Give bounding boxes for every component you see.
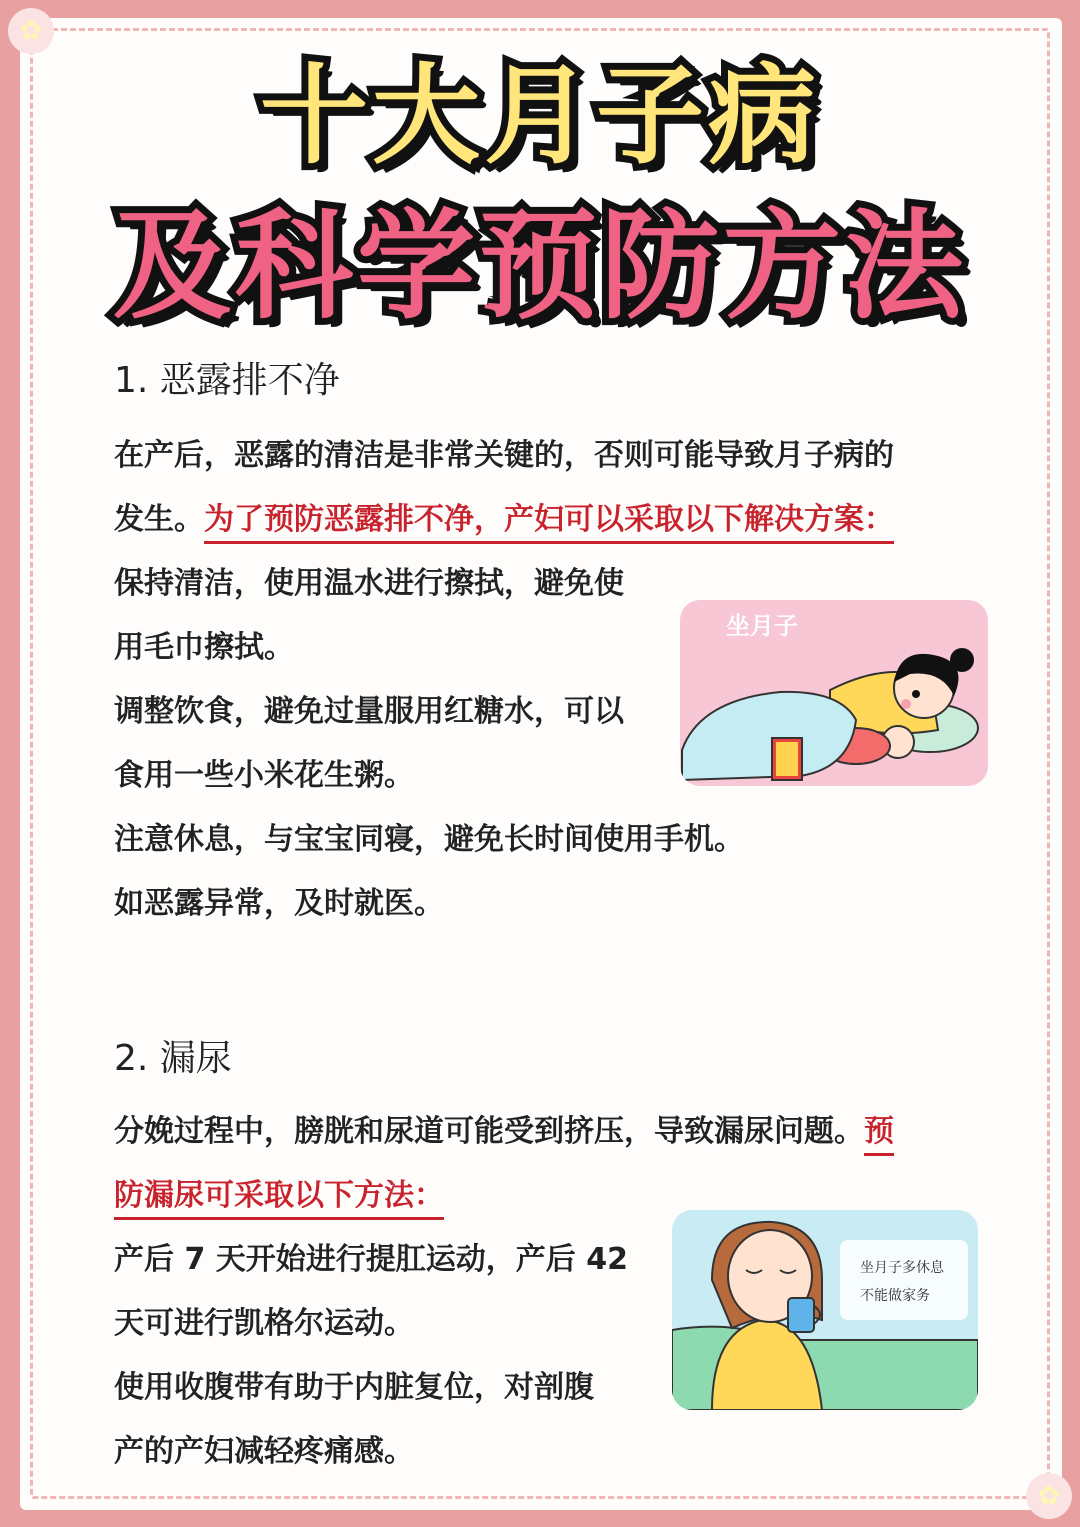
- section1-list-a: [114, 552, 674, 808]
- section2-intro: [114, 1100, 994, 1228]
- illustration-caption-1: 坐月子多休息: [860, 1260, 944, 1276]
- section2-highlight-b: 防漏尿可采取以下方法：: [114, 1178, 444, 1220]
- postpartum-illustration: [680, 600, 988, 786]
- section2-intro-text: 分娩过程中，膀胱和尿道可能受到挤压，导致漏尿问题。: [114, 1114, 864, 1149]
- illustration-caption-2: 不能做家务: [860, 1288, 930, 1304]
- section1-intro-text: 发生。: [114, 502, 204, 537]
- section1-heading: 1. 恶露排不净: [114, 360, 340, 401]
- list-item: 注意休息，与宝宝同寝，避免长时间使用手机。: [114, 822, 744, 857]
- section1-list-b: [114, 808, 994, 936]
- list-item: 如恶露异常，及时就医。: [114, 886, 444, 921]
- page-title-line1: 十大月子病: [259, 54, 820, 179]
- page-title-line2: 及科学预防方法: [112, 197, 967, 335]
- section2-intro-line: [114, 1100, 994, 1164]
- list-item: 保持清洁，使用温水进行擦拭，避免使: [114, 566, 624, 601]
- flower-icon: ✿: [1026, 1473, 1072, 1519]
- section2-heading: 2. 漏尿: [114, 1038, 232, 1079]
- list-item: 天可进行凯格尔运动。: [114, 1306, 414, 1341]
- section1-intro-line: 在产后，恶露的清洁是非常关键的，否则可能导致月子病的: [114, 438, 894, 473]
- list-item: 产后 7 天开始进行提肛运动，产后 42: [114, 1242, 628, 1277]
- list-item: 产的产妇减轻疼痛感。: [114, 1434, 414, 1469]
- list-item: 使用收腹带有助于内脏复位，对剖腹: [114, 1370, 594, 1405]
- section1-highlight: 为了预防恶露排不净，产妇可以采取以下解决方案：: [204, 502, 894, 544]
- section1-intro: [114, 424, 994, 552]
- list-item: 调整饮食，避免过量服用红糖水，可以: [114, 694, 624, 729]
- rest-illustration: [672, 1210, 978, 1410]
- mother-baby-image: [680, 600, 988, 786]
- flower-icon: ✿: [8, 8, 54, 54]
- list-item: 食用一些小米花生粥。: [114, 758, 414, 793]
- list-item: 用毛巾擦拭。: [114, 630, 294, 665]
- section1-intro-line2: [114, 488, 994, 552]
- resting-woman-image: [672, 1210, 978, 1410]
- illustration-caption: 坐月子: [726, 612, 798, 640]
- section2-list: [114, 1228, 674, 1484]
- section2-highlight-a: 预: [864, 1114, 894, 1156]
